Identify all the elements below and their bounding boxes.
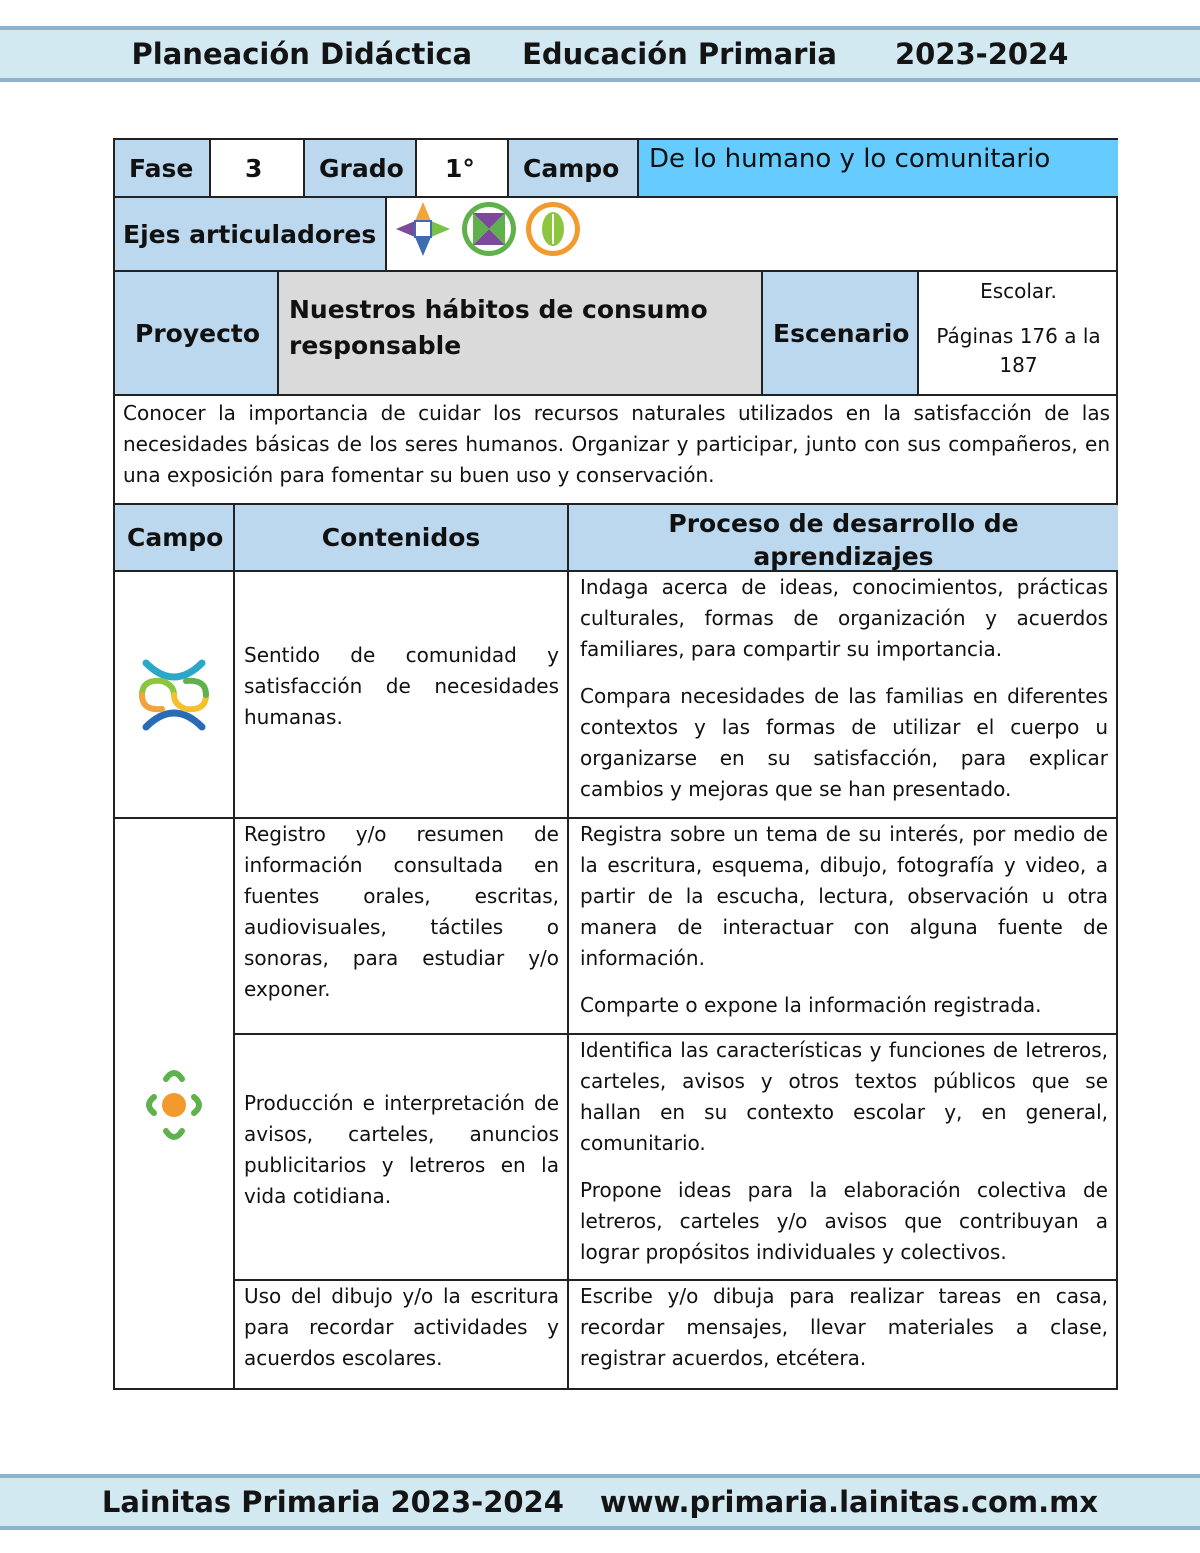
page-title: Planeación Didáctica	[131, 37, 473, 71]
proceso-cell-3	[569, 1035, 1118, 1281]
proceso-paragraph: Indaga acerca de ideas, conocimientos, prácticas culturales, formas de organización y acuerdos familiares, para compartir su importancia.	[580, 575, 1108, 661]
proceso-paragraph: Escribe y/o dibuja para realizar tareas en casa, recordar mensajes, llevar materiales a clase, registrar acuerdos, etcétera.	[580, 1284, 1108, 1370]
col-contenidos-header: Contenidos	[235, 505, 569, 572]
vida-saludable-icon	[526, 202, 580, 256]
fase-label: Fase	[115, 140, 211, 198]
info-table	[113, 138, 1118, 504]
education-level: Educación Primaria	[522, 37, 837, 71]
igualdad-genero-icon	[462, 202, 516, 256]
contenido-cell-4: Uso del dibujo y/o la escritura para recordar actividades y acuerdos escolares.	[235, 1281, 569, 1390]
ejes-icons	[385, 198, 1118, 272]
proceso-paragraph: Comparte o expone la información registrada.	[580, 993, 1042, 1017]
col-campo-header: Campo	[115, 505, 235, 572]
campo-value: De lo humano y lo comunitario	[639, 140, 1118, 198]
proceso-paragraph: Registra sobre un tema de su interés, por medio de la escritura, esquema, dibujo, fotografía y video, a partir de la escucha, lectura, observación u otra manera de interactuar con alguna fuente de información.	[580, 822, 1108, 970]
escenario-text: Escolar.	[980, 279, 1057, 303]
proyecto-value: Nuestros hábitos de consumo responsable	[279, 272, 763, 396]
grado-label: Grado	[305, 140, 417, 198]
contenido-cell-2: Registro y/o resumen de información consultada en fuentes orales, escritas, audiovisuales, táctiles o sonoras, para estudiar y/o exponer.	[235, 819, 569, 1035]
contenido-cell-1: Sentido de comunidad y satisfacción de necesidades humanas.	[235, 572, 569, 819]
proceso-paragraph: Identifica las características y funciones de letreros, carteles, avisos y otros textos públicos que se hallan en su contexto escolar y, en general, comunitario.	[580, 1038, 1108, 1155]
campo-icon-cell-2	[115, 819, 235, 1390]
proceso-cell-4	[569, 1281, 1118, 1390]
header-banner	[0, 26, 1200, 82]
proceso-paragraph: Compara necesidades de las familias en diferentes contextos y las formas de utilizar el cuerpo u organizarse en su satisfacción, para explicar cambios y mejoras que se han presentado.	[580, 684, 1108, 801]
escenario-label: Escenario	[763, 272, 919, 396]
comunidad-icon	[136, 657, 212, 733]
contents-table	[113, 503, 1118, 1390]
proceso-cell-2	[569, 819, 1118, 1035]
footer-url[interactable]: www.primaria.lainitas.com.mx	[599, 1485, 1099, 1519]
interculturalidad-icon	[396, 202, 450, 256]
ejes-label: Ejes articuladores	[115, 198, 385, 272]
escenario-value	[919, 272, 1118, 396]
campo-label: Campo	[509, 140, 639, 198]
school-year: 2023-2024	[894, 37, 1069, 71]
lenguajes-icon	[144, 1065, 204, 1145]
grado-value: 1°	[417, 140, 509, 198]
col-proceso-header: Proceso de desarrollo de aprendizajes	[569, 505, 1118, 572]
footer-brand: Lainitas Primaria 2023-2024	[101, 1485, 564, 1519]
objetivo-text: Conocer la importancia de cuidar los recursos naturales utilizados en la satisfacción de las necesidades básicas de los seres humanos. Organizar y participar, junto con sus compañeros, en una exposición para fomentar su buen uso y conservación.	[115, 396, 1118, 506]
campo-icon-cell-1	[115, 572, 235, 819]
proceso-paragraph: Propone ideas para la elaboración colectiva de letreros, carteles y/o avisos que contribuyan a lograr propósitos individuales y colectivos.	[580, 1178, 1108, 1264]
contenido-cell-3: Producción e interpretación de avisos, carteles, anuncios publicitarios y letreros en la vida cotidiana.	[235, 1035, 569, 1281]
fase-value: 3	[211, 140, 305, 198]
footer-banner	[0, 1474, 1200, 1530]
paginas-text: Páginas 176 a la 187	[936, 324, 1101, 377]
proyecto-label: Proyecto	[115, 272, 279, 396]
ejes-icons-svg	[387, 198, 587, 268]
proceso-cell-1	[569, 572, 1118, 819]
